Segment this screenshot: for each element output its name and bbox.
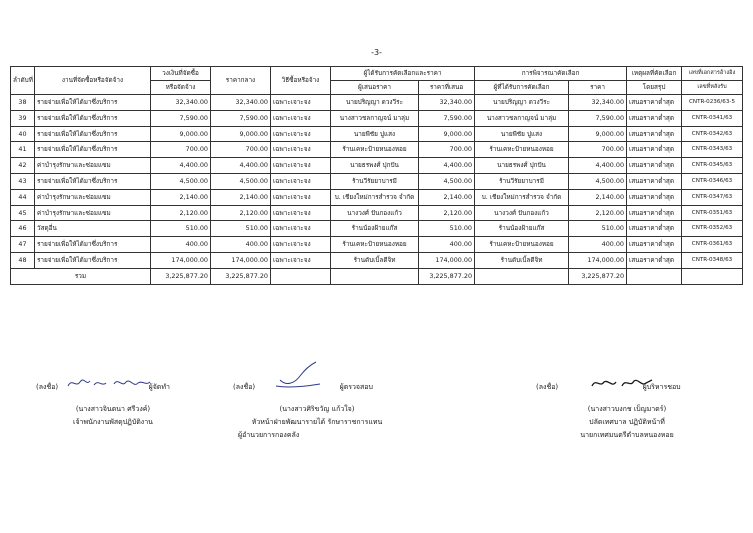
cell-seq: 43	[11, 173, 35, 189]
cell-bid-price: 174,000.00	[419, 252, 475, 268]
cell-price: 9,000.00	[569, 126, 627, 142]
cell-bidder: นายพีชัย ปูแสง	[331, 126, 419, 142]
cell-ref: CNTR-0352/63	[682, 221, 743, 237]
table-row	[11, 252, 743, 268]
cell-median: 510.00	[211, 221, 271, 237]
total-median: 3,225,877.20	[211, 268, 271, 284]
header-seq: ลำดับที่	[11, 67, 35, 95]
cell-work: รายจ่ายเพื่อให้ได้มาซึ่งบริการ	[35, 110, 151, 126]
cell-ref: CNTR-0345/63	[682, 158, 743, 174]
cell-winner: นายธรพงศ์ ปุกปัน	[475, 158, 569, 174]
cell-method: เฉพาะเจาะจง	[271, 237, 331, 253]
cell-bidder: นายปริญญา ดวงวีระ	[331, 95, 419, 111]
cell-bid-price: 400.00	[419, 237, 475, 253]
cell-work: วัสดุอื่น	[35, 221, 151, 237]
cell-budget: 400.00	[151, 237, 211, 253]
cell-bidder: นางวงศ์ ปันกองแก้ว	[331, 205, 419, 221]
cell-method: เฉพาะเจาะจง	[271, 252, 331, 268]
cell-bid-price: 2,120.00	[419, 205, 475, 221]
cell-winner: นางวงศ์ ปันกองแก้ว	[475, 205, 569, 221]
empty-cell	[627, 268, 682, 284]
total-price: 3,225,877.20	[569, 268, 627, 284]
table-row	[11, 237, 743, 253]
cell-price: 2,140.00	[569, 189, 627, 205]
cell-winner: ร้านเคหะป้ายหนองหอย	[475, 142, 569, 158]
signer-name: (นางสาวศิริขวัญ แก้วใจ)	[279, 405, 355, 413]
table-row	[11, 205, 743, 221]
header-reason: เหตุผลที่คัดเลือก	[627, 67, 682, 81]
cell-method: เฉพาะเจาะจง	[271, 126, 331, 142]
cell-budget: 32,340.00	[151, 95, 211, 111]
signer-info-preparer	[38, 403, 188, 429]
cell-method: เฉพาะเจาะจง	[271, 158, 331, 174]
cell-reason: เสนอราคาต่ำสุด	[627, 189, 682, 205]
cell-median: 4,500.00	[211, 173, 271, 189]
table-body	[11, 95, 743, 285]
handwritten-signature-approver	[588, 374, 658, 392]
cell-median: 174,000.00	[211, 252, 271, 268]
cell-winner: นางสาวชลกาญจน์ มาลุ่ม	[475, 110, 569, 126]
header-work: งานที่จัดซื้อหรือจัดจ้าง	[35, 67, 151, 95]
cell-bid-price: 32,340.00	[419, 95, 475, 111]
signature-prefix: (ลงชื่อ)	[233, 383, 256, 391]
cell-median: 7,590.00	[211, 110, 271, 126]
cell-winner: ร้านวีรัยยาบารมี	[475, 173, 569, 189]
cell-budget: 174,000.00	[151, 252, 211, 268]
cell-method: เฉพาะเจาะจง	[271, 95, 331, 111]
handwritten-signature-preparer	[66, 374, 152, 392]
cell-bidder: นายธรพงศ์ ปุกปัน	[331, 158, 419, 174]
cell-price: 4,400.00	[569, 158, 627, 174]
cell-work: รายจ่ายเพื่อให้ได้มาซึ่งบริการ	[35, 237, 151, 253]
cell-median: 2,140.00	[211, 189, 271, 205]
cell-winner: นายปริญญา ดวงวีระ	[475, 95, 569, 111]
cell-winner: ร้านดับเบิ้ลดีจิท	[475, 252, 569, 268]
cell-winner: บ. เชียงใหม่การสำรวจ จำกัด	[475, 189, 569, 205]
header-ref-2: เลขที่หลังรับ	[682, 81, 743, 95]
cell-reason: เสนอราคาต่ำสุด	[627, 95, 682, 111]
signer-title-2: ผู้อำนวยการกองคลัง	[238, 431, 300, 439]
header-bidder: ผู้เสนอราคา	[331, 81, 419, 95]
cell-reason: เสนอราคาต่ำสุด	[627, 126, 682, 142]
cell-seq: 47	[11, 237, 35, 253]
cell-price: 7,590.00	[569, 110, 627, 126]
cell-winner: ร้านน้องฝ้ายแก๊ส	[475, 221, 569, 237]
signer-title-2: นายกเทศมนตรีตำบลหนองหอย	[580, 431, 674, 439]
cell-seq: 39	[11, 110, 35, 126]
cell-work: รายจ่ายเพื่อให้ได้มาซึ่งบริการ	[35, 142, 151, 158]
cell-median: 32,340.00	[211, 95, 271, 111]
cell-seq: 38	[11, 95, 35, 111]
cell-ref: CNTR-0342/63	[682, 126, 743, 142]
cell-ref: CNTR-0351/63	[682, 205, 743, 221]
signer-name: (นางสาวจินตนา ศรีวงค์)	[75, 405, 151, 413]
handwritten-signature-checker	[266, 360, 326, 390]
empty-cell	[475, 268, 569, 284]
table-row	[11, 221, 743, 237]
cell-reason: เสนอราคาต่ำสุด	[627, 221, 682, 237]
cell-median: 9,000.00	[211, 126, 271, 142]
cell-ref: CNTR-0236/63-5	[682, 95, 743, 111]
cell-work: ค่าบำรุงรักษาและซ่อมแซม	[35, 189, 151, 205]
cell-method: เฉพาะเจาะจง	[271, 189, 331, 205]
cell-method: เฉพาะเจาะจง	[271, 142, 331, 158]
cell-ref: CNTR-0361/63	[682, 237, 743, 253]
cell-ref: CNTR-0343/63	[682, 142, 743, 158]
cell-winner: นายพีชัย ปูแสง	[475, 126, 569, 142]
total-label: รวม	[11, 268, 151, 284]
cell-bidder: นางสาวชลกาญจน์ มาลุ่ม	[331, 110, 419, 126]
cell-bid-price: 4,500.00	[419, 173, 475, 189]
cell-bidder: ร้านวีรัยยาบารมี	[331, 173, 419, 189]
cell-median: 2,120.00	[211, 205, 271, 221]
header-reason-2: โดยสรุป	[627, 81, 682, 95]
cell-work: รายจ่ายเพื่อให้ได้มาซึ่งบริการ	[35, 95, 151, 111]
cell-winner: ร้านเคหะป้ายหนองหอย	[475, 237, 569, 253]
empty-cell	[271, 268, 331, 284]
signer-title: ปลัดเทศบาล ปฏิบัติหน้าที่	[589, 418, 665, 426]
table-row	[11, 142, 743, 158]
empty-cell	[331, 268, 419, 284]
cell-median: 400.00	[211, 237, 271, 253]
header-bidders-group: ผู้ได้รับการคัดเลือกและราคา	[331, 67, 475, 81]
signer-info-approver	[552, 403, 702, 442]
table-row	[11, 173, 743, 189]
procurement-table	[10, 66, 743, 285]
header-method: วิธีซื้อหรือจ้าง	[271, 67, 331, 95]
cell-budget: 2,120.00	[151, 205, 211, 221]
cell-work: ค่าบำรุงรักษาและซ่อมแซม	[35, 158, 151, 174]
signer-title: หัวหน้าฝ่ายพัฒนารายได้ รักษาราชการแทน	[251, 418, 383, 426]
cell-bidder: ร้านเคหะป้ายหนองหอย	[331, 142, 419, 158]
total-budget: 3,225,877.20	[151, 268, 211, 284]
cell-reason: เสนอราคาต่ำสุด	[627, 205, 682, 221]
cell-ref: CNTR-0341/63	[682, 110, 743, 126]
page-number: -3-	[371, 48, 382, 57]
table-row	[11, 126, 743, 142]
signer-title: เจ้าพนักงานพัสดุปฏิบัติงาน	[73, 418, 153, 426]
cell-method: เฉพาะเจาะจง	[271, 221, 331, 237]
header-winner: ผู้ที่ได้รับการคัดเลือก	[475, 81, 569, 95]
cell-budget: 700.00	[151, 142, 211, 158]
total-bid-price: 3,225,877.20	[419, 268, 475, 284]
cell-budget: 510.00	[151, 221, 211, 237]
table-row	[11, 189, 743, 205]
cell-price: 2,120.00	[569, 205, 627, 221]
header-bid-price: ราคาที่เสนอ	[419, 81, 475, 95]
signer-info-checker	[222, 403, 412, 442]
total-row	[11, 268, 743, 284]
cell-bid-price: 9,000.00	[419, 126, 475, 142]
cell-seq: 40	[11, 126, 35, 142]
cell-work: รายจ่ายเพื่อให้ได้มาซึ่งบริการ	[35, 173, 151, 189]
cell-reason: เสนอราคาต่ำสุด	[627, 252, 682, 268]
cell-reason: เสนอราคาต่ำสุด	[627, 158, 682, 174]
cell-bidder: ร้านน้องฝ้ายแก๊ส	[331, 221, 419, 237]
cell-reason: เสนอราคาต่ำสุด	[627, 173, 682, 189]
cell-seq: 44	[11, 189, 35, 205]
cell-bidder: ร้านดับเบิ้ลดีจิท	[331, 252, 419, 268]
signature-prefix: (ลงชื่อ)	[36, 383, 59, 391]
signature-role: ผู้ตรวจสอบ	[339, 383, 373, 391]
cell-budget: 9,000.00	[151, 126, 211, 142]
cell-budget: 2,140.00	[151, 189, 211, 205]
cell-bid-price: 510.00	[419, 221, 475, 237]
cell-method: เฉพาะเจาะจง	[271, 205, 331, 221]
cell-work: รายจ่ายเพื่อให้ได้มาซึ่งบริการ	[35, 126, 151, 142]
table-row	[11, 110, 743, 126]
signature-prefix: (ลงชื่อ)	[536, 383, 559, 391]
cell-median: 4,400.00	[211, 158, 271, 174]
cell-budget: 4,500.00	[151, 173, 211, 189]
cell-bidder: ร้านเคหะป้ายหนองหอย	[331, 237, 419, 253]
cell-median: 700.00	[211, 142, 271, 158]
cell-ref: CNTR-0346/63	[682, 173, 743, 189]
cell-reason: เสนอราคาต่ำสุด	[627, 142, 682, 158]
table-row	[11, 158, 743, 174]
cell-seq: 41	[11, 142, 35, 158]
header-budget: วงเงินที่จัดซื้อ	[151, 67, 211, 81]
cell-work: รายจ่ายเพื่อให้ได้มาซึ่งบริการ	[35, 252, 151, 268]
cell-seq: 45	[11, 205, 35, 221]
cell-budget: 7,590.00	[151, 110, 211, 126]
cell-price: 400.00	[569, 237, 627, 253]
cell-bidder: บ. เชียงใหม่การสำรวจ จำกัด	[331, 189, 419, 205]
cell-price: 510.00	[569, 221, 627, 237]
cell-bid-price: 7,590.00	[419, 110, 475, 126]
empty-cell	[682, 268, 743, 284]
cell-reason: เสนอราคาต่ำสุด	[627, 237, 682, 253]
signer-name: (นางสาวบงกช เบ็ญมาตร์)	[587, 405, 667, 413]
cell-budget: 4,400.00	[151, 158, 211, 174]
cell-ref: CNTR-0347/63	[682, 189, 743, 205]
cell-bid-price: 4,400.00	[419, 158, 475, 174]
cell-seq: 48	[11, 252, 35, 268]
header-price: ราคา	[569, 81, 627, 95]
cell-method: เฉพาะเจาะจง	[271, 110, 331, 126]
signature-role: ผู้จัดทำ	[148, 383, 170, 391]
cell-seq: 46	[11, 221, 35, 237]
signature-role: ผู้บริหารชอบ	[642, 383, 681, 391]
table-header	[11, 67, 743, 95]
table-row	[11, 95, 743, 111]
cell-price: 4,500.00	[569, 173, 627, 189]
header-ref: เลขที่เอกสารอ้างอิง	[682, 67, 743, 81]
cell-work: ค่าบำรุงรักษาและซ่อมแซม	[35, 205, 151, 221]
header-budget-2: หรือจัดจ้าง	[151, 81, 211, 95]
cell-reason: เสนอราคาต่ำสุด	[627, 110, 682, 126]
header-median: ราคากลาง	[211, 67, 271, 95]
cell-price: 700.00	[569, 142, 627, 158]
cell-price: 174,000.00	[569, 252, 627, 268]
cell-price: 32,340.00	[569, 95, 627, 111]
cell-ref: CNTR-0348/63	[682, 252, 743, 268]
cell-bid-price: 700.00	[419, 142, 475, 158]
cell-seq: 42	[11, 158, 35, 174]
header-selected-group: การพิจารณาคัดเลือก	[475, 67, 627, 81]
cell-bid-price: 2,140.00	[419, 189, 475, 205]
cell-method: เฉพาะเจาะจง	[271, 173, 331, 189]
